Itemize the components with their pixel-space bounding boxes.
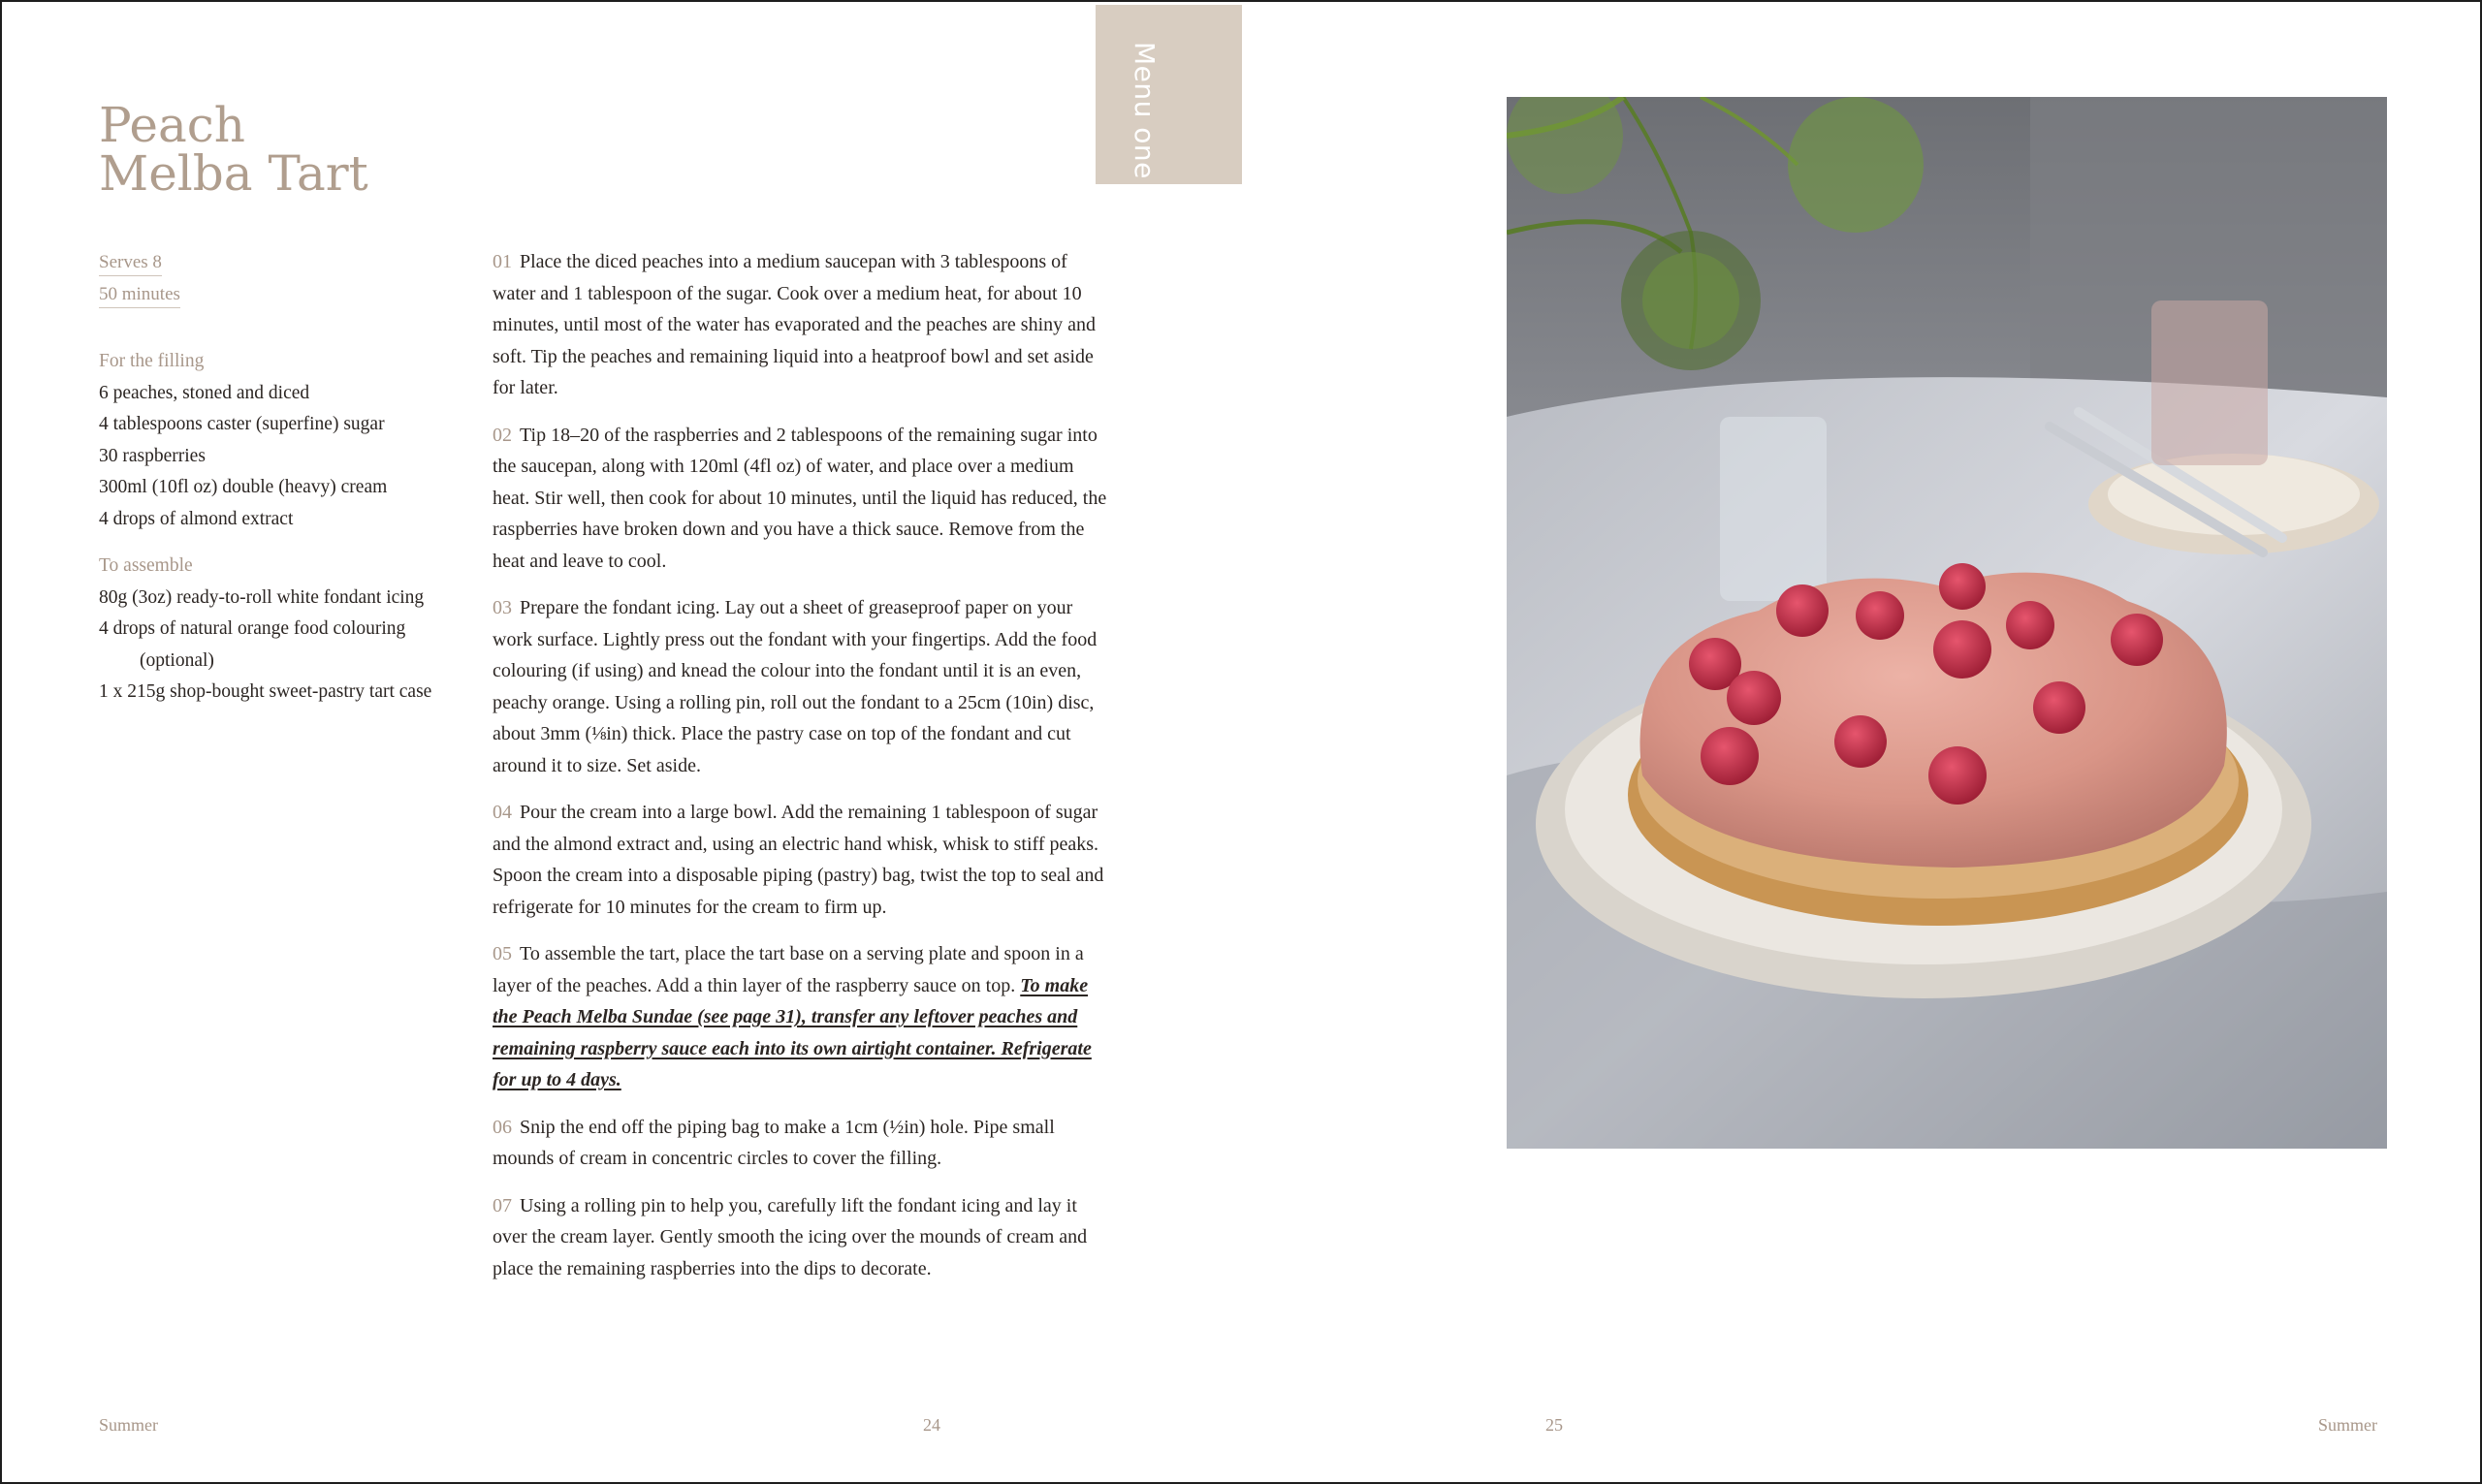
- step-text: Snip the end off the piping bag to make a 1cm (½in) hole. Pipe small mounds of cream in concentric circles to cover the filling.: [493, 1116, 1055, 1169]
- step-number: 06: [493, 1116, 512, 1138]
- raspberry: [2006, 601, 2054, 649]
- ingredient-item: 1 x 215g shop-bought sweet-pastry tart case: [99, 681, 432, 702]
- raspberry: [1928, 746, 1987, 805]
- raspberry: [1933, 620, 1991, 679]
- method-step: [493, 938, 1113, 1096]
- step-number: 07: [493, 1194, 512, 1216]
- recipe-meta: [99, 252, 180, 316]
- step-number: 04: [493, 802, 512, 823]
- step-number: 02: [493, 424, 512, 446]
- right-page: [1242, 2, 2482, 1482]
- step-text: Pour the cream into a large bowl. Add the remaining 1 tablespoon of sugar and the almond extract and, using an electric hand whisk, whisk to stiff peaks. Spoon the cream into a disposable piping (pastry) bag, twist the top to seal and refrigerate for 10 minutes for the cream to firm up.: [493, 802, 1104, 918]
- filling-group: [99, 346, 467, 535]
- page-number-right: 25: [1545, 1415, 1563, 1435]
- method-step: [493, 1112, 1113, 1175]
- filling-heading: For the filling: [99, 351, 205, 371]
- ingredient-continuation: (optional): [140, 649, 214, 671]
- ingredient-item: 300ml (10fl oz) double (heavy) cream: [99, 477, 388, 497]
- ingredient-item: 4 tablespoons caster (superfine) sugar: [99, 414, 385, 434]
- raspberry: [1834, 715, 1887, 768]
- page-number-left: 24: [923, 1415, 940, 1435]
- ingredient-item: [99, 646, 467, 678]
- step-note: To make the Peach Melba Sundae (see page 31), transfer any leftover peaches and remaining raspberry sauce each into its own airtight container. Refrigerate for up to 4 days.: [493, 974, 1092, 1090]
- rose-glass: [2151, 300, 2268, 465]
- step-text: To assemble the tart, place the tart base on a serving plate and spoon in a layer of the peaches. Add a thin layer of the raspberry sauce on top.: [493, 943, 1084, 996]
- method-step: [493, 592, 1113, 781]
- title-line-1: Peach: [99, 97, 246, 153]
- ingredient-item: 6 peaches, stoned and diced: [99, 382, 310, 403]
- filling-list: [99, 378, 467, 536]
- recipe-title: [99, 97, 368, 202]
- water-glass: [1720, 417, 1827, 601]
- side-plate-top: [2108, 454, 2360, 535]
- assemble-heading: To assemble: [99, 555, 193, 576]
- method: [493, 246, 1113, 1300]
- tart-photo: [1507, 97, 2387, 1149]
- menu-tab: [1096, 5, 1242, 184]
- step-number: 01: [493, 251, 512, 272]
- step-number: 05: [493, 943, 512, 964]
- method-step: [493, 797, 1113, 923]
- step-number: 03: [493, 597, 512, 618]
- method-step: [493, 1190, 1113, 1285]
- time-label: 50 minutes: [99, 284, 180, 308]
- raspberry: [1856, 591, 1904, 640]
- step-text: Using a rolling pin to help you, carefully lift the fondant icing and lay it over the cream layer. Gently smooth the icing over the mounds of cream and place the remaining raspberries into the dips to decorate.: [493, 1194, 1088, 1279]
- ingredient-item: 4 drops of natural orange food colouring: [99, 618, 406, 639]
- ingredients: [99, 346, 467, 724]
- method-step: [493, 420, 1113, 578]
- method-step: [493, 246, 1113, 404]
- step-text: Place the diced peaches into a medium saucepan with 3 tablespoons of water and 1 tablespoon of the sugar. Cook over a medium heat, for about 10 minutes, until most of the water has evaporated and the peaches are shiny and soft. Tip the peaches and remaining liquid into a heatproof bowl and set aside for later.: [493, 251, 1097, 398]
- serves-label: Serves 8: [99, 252, 162, 276]
- ingredient-item: 30 raspberries: [99, 445, 206, 466]
- raspberry: [1727, 671, 1781, 725]
- footer-section-right: Summer: [2318, 1415, 2377, 1435]
- assemble-list: [99, 583, 467, 709]
- menu-tab-label: Menu one: [1129, 42, 1161, 179]
- raspberry: [2111, 614, 2163, 666]
- tart-photo-illustration: [1507, 97, 2387, 1149]
- raspberry: [2033, 681, 2085, 734]
- raspberry: [1939, 563, 1986, 610]
- step-text: Tip 18–20 of the raspberries and 2 tablespoons of the remaining sugar into the saucepan, along with 120ml (4fl oz) of water, and place over a medium heat. Stir well, then cook for about 10 minutes, until the liquid has reduced, the raspberries have broken down and you have a thick sauce. Remove from the heat and leave to cool.: [493, 424, 1107, 572]
- left-page: [2, 2, 1242, 1482]
- ingredient-item: 4 drops of almond extract: [99, 508, 294, 529]
- raspberry: [1776, 584, 1829, 637]
- raspberry: [1701, 727, 1759, 785]
- ingredient-item: 80g (3oz) ready-to-roll white fondant icing: [99, 586, 425, 608]
- step-text: Prepare the fondant icing. Lay out a sheet of greaseproof paper on your work surface. Lightly press out the fondant with your fingertips. Add the food colouring (if using) and knead the colour into the fondant until it is an even, peachy orange. Using a rolling pin, roll out the fondant to a 25cm (10in) disc, about 3mm (⅛in) thick. Place the pastry case on top of the fondant and cut around it to size. Set aside.: [493, 597, 1098, 776]
- footer-section-left: Summer: [99, 1415, 158, 1435]
- title-line-2: Melba Tart: [99, 145, 368, 202]
- assemble-group: [99, 551, 467, 709]
